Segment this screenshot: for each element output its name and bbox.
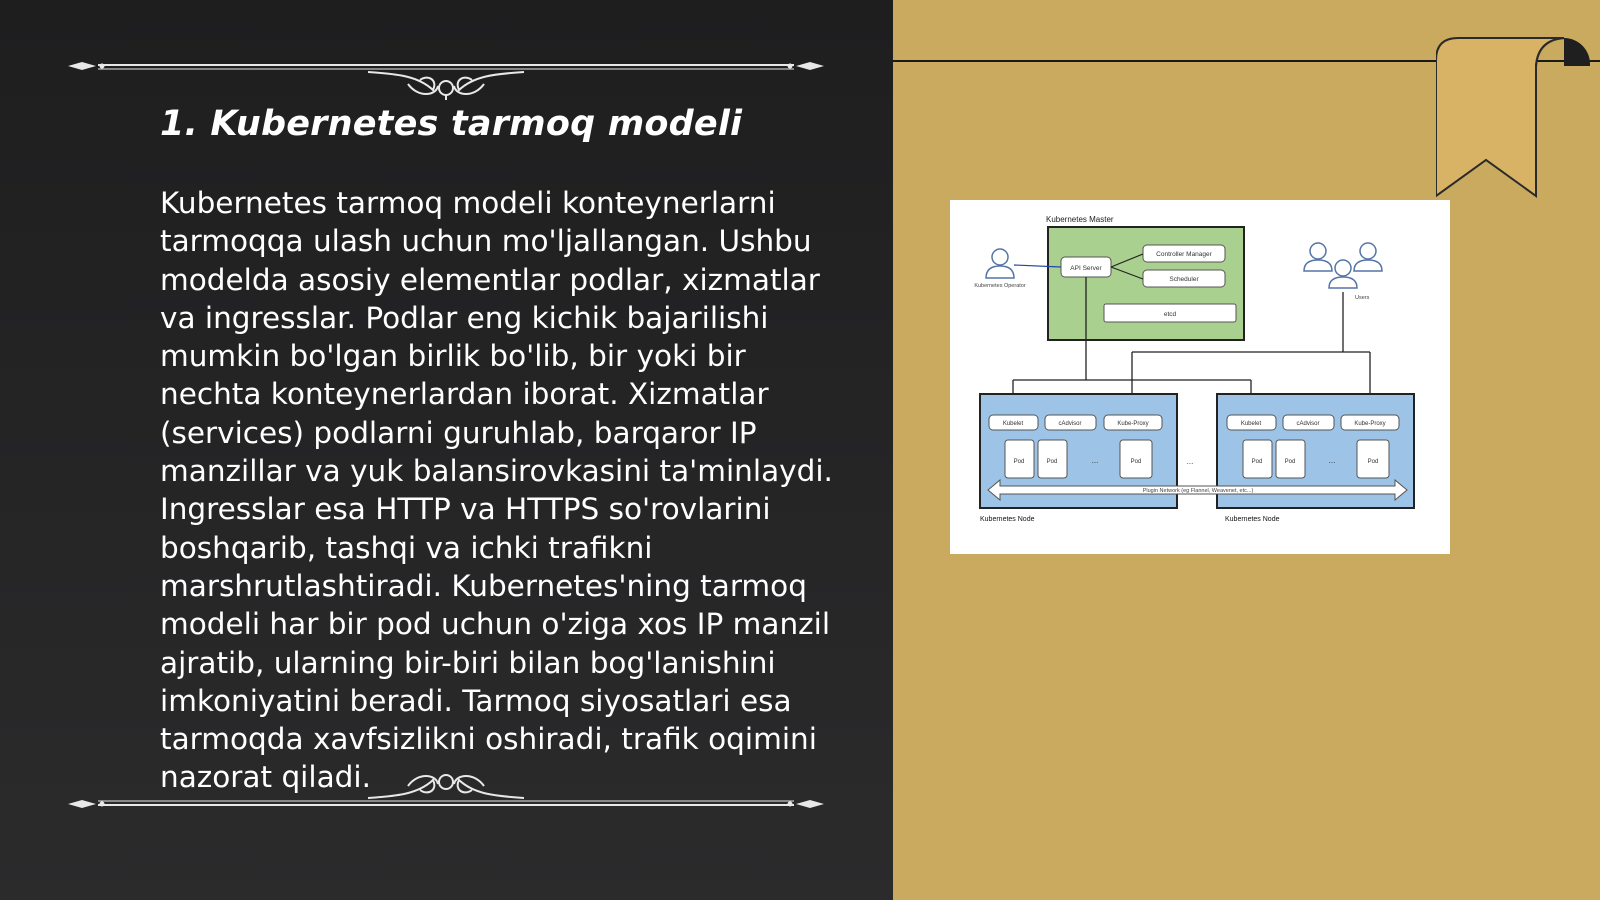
node2-proxy-label: Kube-Proxy [1354,421,1386,427]
users-label: Users [1355,295,1370,301]
node2-ellipsis: ... [1328,456,1336,465]
node1-kubelet-label: Kubelet [1002,421,1024,427]
kubernetes-architecture-diagram [950,200,1450,554]
node1-proxy-label: Kube-Proxy [1117,421,1149,427]
node2-pod2-label: Pod [1284,459,1296,465]
bookmark-ribbon-icon [1436,36,1596,201]
node1-ellipsis: ... [1091,456,1099,465]
slide-body-text: Kubernetes tarmoq modeli konteynerlarni tarmoqqa ulash uchun mo'ljallangan. Ushbu modelda asosiy elementlar podlar, xizmatlar va ingresslar. Podlar eng kichik bajarilishi mumkin bo'lgan birlik bo'lib, bir yoki bir nechta konteynerlardan iborat. Xizmatlar (services) podlarni guruhlab, barqaror IP manzillar va yuk balansirovkasini ta'minlaydi. Ingresslar esa HTTP va HTTPS so'rovlarini boshqarib, tashqi va ichki trafikni marshrutlashtiradi. Kubernetes'ning tarmoq modeli har bir pod uchun o'ziga xos IP manzil ajratib, ularning bir-biri bilan bog'lanishini imkoniyatini beradi. Tarmoq siyosatlari esa tarmoqda xavfsizlikni oshiradi, trafik oqimini nazorat qiladi. [160,186,833,795]
node2-kubelet-label: Kubelet [1240,421,1262,427]
node1-pod1-label: Pod [1013,459,1025,465]
slide-title: 1. Kubernetes tarmoq modeli [160,104,743,144]
node2-label: Kubernetes Node [1225,516,1280,523]
node2-docker-label: cAdvisor [1296,421,1320,427]
node2-pod3-label: Pod [1367,459,1379,465]
node1-pod3-label: Pod [1130,459,1142,465]
operator-label: Kubernetes Operator [974,283,1026,289]
node1-docker-label: cAdvisor [1058,421,1082,427]
users-icon [1304,243,1382,288]
controller-manager-label: Controller Manager [1156,251,1212,258]
node1-pod2-label: Pod [1046,459,1058,465]
etcd-label: etcd [1163,311,1177,318]
node1-label: Kubernetes Node [980,516,1035,523]
api-server-label: API Server [1070,265,1102,272]
nodes-ellipsis: ... [1186,457,1194,466]
operator-icon [986,249,1014,278]
top-ornament [68,40,824,100]
scheduler-label: Scheduler [1169,276,1199,283]
node2-pod1-label: Pod [1251,459,1263,465]
master-label: Kubernetes Master [1046,215,1114,224]
overlay-network-label: Plugin Network (eg Flannel, Weavenet, etc...) [1142,488,1254,494]
